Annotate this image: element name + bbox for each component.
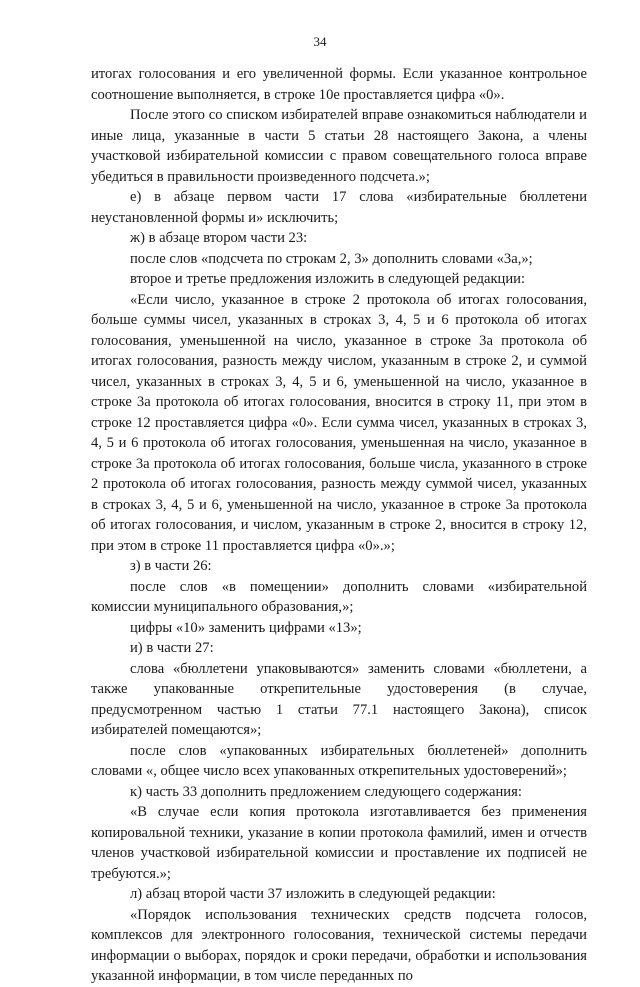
paragraph: цифры «10» заменить цифрами «13»; [130, 619, 362, 636]
paragraph: «Если число, указанное в строке 2 протокола об итогах голосования, больше суммы чисел, указанных в строках 3, 4, 5 и 6 протокола об итогах голосования, уменьшенной на число, указанное в строке 3а протокола об итогах голосования, разность между числом, указанным в строке 2, и суммой чисел, указанных в строках 3, 4, 5 и 6, уменьшенной на число, указанное в строке 3а протокола об итогах голосования, вносится в строку 11, при этом в строке 12 проставляется цифра «0». Если сумма чисел, указанных в строках 3, 4, 5 и 6 протокола об итогах голосования, уменьшенная на число, указанное в строке 3а протокола об итогах голосования, больше числа, указанного в строке 2 протокола об итогах голосования, разность между суммой чисел, указанных в строках 3, 4, 5 и 6, уменьшенной на число, указанное в строке 3а протокола об итогах голосования, и числом, указанным в строке 2, вносится в строку 12, при этом в строке 11 проставляется цифра «0».»; [91, 291, 587, 554]
paragraph: слова «бюллетени упаковываются» заменить словами «бюллетени, а также упакованные открепительные удостоверения (в случае, предусмотренном частью 1 статьи 77.1 настоящего Закона), список избирателей помещаются»; [91, 660, 587, 738]
paragraph: После этого со списком избирателей вправе ознакомиться наблюдатели и иные лица, указанные в части 5 статьи 28 настоящего Закона, а члены участковой избирательной комиссии с правом совещательного голоса вправе убедиться в правильности произведенного подсчета.»; [91, 107, 587, 185]
paragraph: после слов «в помещении» дополнить словами «избирательной комиссии муниципального образования,»; [91, 578, 587, 615]
paragraph: итогах голосования и его увеличенной формы. Если указанное контрольное соотношение выполняется, в строке 10е проставляется цифра «0». [91, 66, 587, 103]
paragraph: после слов «подсчета по строкам 2, 3» дополнить словами «3а,»; [130, 250, 533, 267]
paragraph: и) в части 27: [130, 640, 214, 656]
paragraph: з) в части 26: [130, 558, 212, 574]
paragraph: ж) в абзаце втором части 23: [130, 230, 308, 246]
paragraph: к) часть 33 дополнить предложением следующего содержания: [130, 783, 522, 800]
paragraph: после слов «упакованных избирательных бюллетеней» дополнить словами «, общее число всех упакованных открепительных удостоверений»; [91, 742, 587, 779]
paragraph: е) в абзаце первом части 17 слова «избирательные бюллетени неустановленной формы и» исключить; [91, 189, 587, 226]
page-number: 34 [313, 34, 327, 49]
paragraph: второе и третье предложения изложить в следующей редакции: [130, 271, 526, 287]
paragraph: «Порядок использования технических средств подсчета голосов, комплексов для электронного голосования, технической системы передачи информации о выборах, порядок и сроки передачи, обработки и использования указанной информации, в том числе переданных по [91, 906, 587, 984]
document-body [91, 64, 587, 987]
paragraph: «В случае если копия протокола изготавливается без применения копировальной техники, указание в копии протокола фамилий, имен и отчеств членов участковой избирательной комиссии и проставление их подписей не требуются.»; [91, 804, 587, 882]
paragraph: л) абзац второй части 37 изложить в следующей редакции: [130, 886, 496, 902]
